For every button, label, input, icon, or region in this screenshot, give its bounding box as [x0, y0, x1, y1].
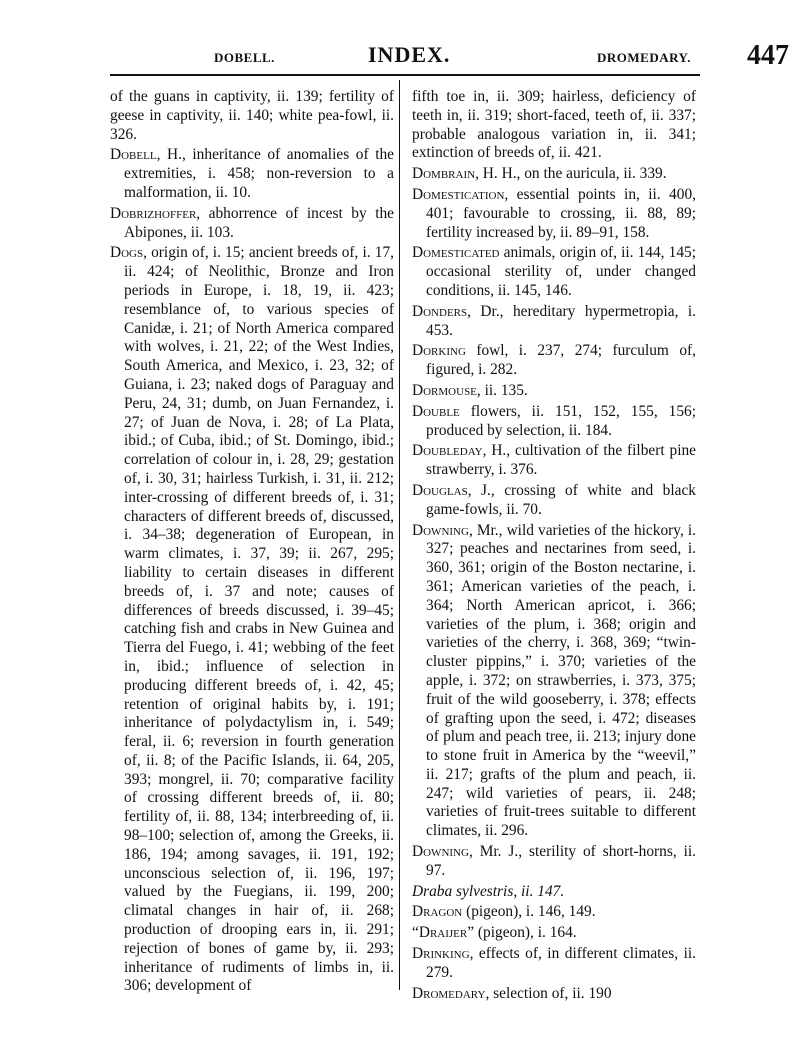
page-title: INDEX.: [368, 42, 451, 67]
entry-text: , selection of, ii. 190: [485, 984, 612, 1002]
entry-text: , essential points in, ii. 400, 401; favourable to crossing, ii. 88, 89; fertility increased by, ii. 89–91, 158.: [426, 185, 696, 241]
index-entry: [412, 903, 696, 922]
entry-text: fifth toe in, ii. 309; hairless, deficiency of teeth in, ii. 319; short-faced, teeth of, ii. 337; probable analogous variation in, ii. 341; extinction of breeds of, ii. 421.: [412, 88, 696, 162]
entry-headword: Dromedary: [412, 984, 486, 1002]
entry-headword: “Draijer”: [412, 924, 475, 942]
entry-headword: Donders: [412, 302, 468, 320]
entry-text: , H., cultivation of the filbert pine strawberry, i. 376.: [426, 442, 696, 479]
entry-text: flowers, ii. 151, 152, 155, 156; produced by selection, ii. 184.: [426, 402, 696, 439]
entry-headword: Dobrizhoffer: [110, 204, 197, 222]
entry-headword: Drinking: [412, 945, 470, 963]
entry-text: , Mr., wild varieties of the hickory, i. 327; peaches and nectarines from seed, i. 360, 361; origin of the Boston nectarine, i. 361; American varieties of the peach, i. 364; North American apricot, i. 366; varieties of the plum, i. 368; origin and varieties of the cherry, i. 368, 369; “twin-cluster pippins,” i. 370; varieties of the apple, i. 372; on strawberries, i. 373, 375; fruit of the wild gooseberry, i. 378; effects of grafting upon the seed, i. 472; diseases of plum and peach tree, ii. 213; injury done to stone fruit in America by the “weevil,” ii. 217; grafts of the plum and peach, ii. 247; wild varieties of pears, ii. 248; varieties of fruit-trees suitable to different climates, ii. 296.: [426, 521, 696, 840]
index-entry: [412, 442, 696, 480]
index-entry: [412, 244, 696, 300]
entry-text: (pigeon), i. 146, 149.: [462, 903, 596, 921]
entry-text: of the guans in captivity, ii. 139; fertility of geese in captivity, ii. 140; white pea-fowl, ii. 326.: [110, 88, 394, 143]
index-entry: [412, 382, 696, 401]
index-entry: [412, 843, 696, 881]
header-rule: [110, 74, 700, 76]
index-entry: [110, 244, 394, 996]
entry-headword: Dragon: [412, 903, 463, 921]
running-head: [100, 40, 789, 78]
entry-text: , effects of, in different climates, ii. 279.: [426, 945, 696, 981]
entry-text: animals, origin of, ii. 144, 145; occasional sterility of, under changed conditions, ii. 145, 146.: [426, 244, 696, 299]
entry-headword: Doubleday: [412, 442, 483, 460]
column-divider: [399, 80, 400, 990]
index-entry: [412, 88, 696, 163]
index-entry: [110, 146, 394, 202]
entry-text: , Mr. J., sterility of short-horns, ii. 97.: [426, 843, 696, 879]
index-entry: [412, 482, 696, 520]
entry-headword: Dorking: [412, 342, 466, 360]
entry-headword: Dogs: [110, 244, 144, 262]
left-column: [110, 88, 394, 998]
entry-text: , J., crossing of white and black game-fowls, ii. 70.: [426, 481, 696, 518]
entry-headword: Dobell: [110, 146, 157, 164]
entry-text: , H., inheritance of anomalies of the extremities, i. 458; non-reversion to a malformation, ii. 10.: [124, 146, 394, 201]
index-entry: [412, 945, 696, 983]
entry-headword: Dombrain: [412, 165, 476, 183]
index-entry: [412, 985, 696, 1004]
index-entry: [412, 924, 696, 943]
entry-headword: Downing: [412, 843, 469, 861]
entry-headword: Dormouse: [412, 381, 477, 399]
entry-headword: Domesticated: [412, 244, 500, 262]
page-number: 447: [747, 40, 789, 71]
index-entry: [412, 883, 696, 902]
entry-text: (pigeon), i. 164.: [474, 924, 577, 942]
entry-headword: Douglas: [412, 481, 468, 499]
entry-headword: Downing: [412, 521, 469, 539]
entry-text: , abhorrence of incest by the Abipones, ii. 103.: [124, 204, 394, 241]
right-guide-word: DROMEDARY.: [597, 50, 691, 65]
entry-text: Draba sylvestris, ii. 147.: [412, 882, 565, 900]
index-entry: [412, 403, 696, 441]
index-entry: [110, 205, 394, 243]
index-entry: [412, 303, 696, 341]
right-column: [412, 88, 696, 1005]
index-entry: [412, 522, 696, 842]
entry-text: fowl, i. 237, 274; furculum of, figured, i. 282.: [426, 342, 696, 379]
index-entry: [412, 165, 696, 184]
entry-text: , H. H., on the auricula, ii. 339.: [475, 165, 667, 183]
index-entry: [110, 88, 394, 144]
entry-headword: Domestication: [412, 185, 505, 203]
entry-text: , origin of, i. 15; ancient breeds of, i. 17, ii. 424; of Neolithic, Bronze and Iron periods in Europe, i. 18, 19, ii. 423; resemblance of, to various species of Canidæ, i. 21; of North America compared with wolves, i. 21, 22; of the West Indies, South America, and Mexico, i. 23, 32; of Guiana, i. 23; naked dogs of Paraguay and Peru, 24, 31; dumb, on Juan Fernandez, i. 27; of Juan de Nova, i. 28; of La Plata, ibid.; of Cuba, ibid.; of St. Domingo, ibid.; correlation of colour in, i. 28, 29; gestation of, i. 30, 31; hairless Turkish, i. 31, ii. 212; inter-crossing of different breeds of, i. 31; characters of different breeds of, discussed, i. 34–38; degeneration of European, in warm climates, i. 37, 39; ii. 267, 295; liability to certain diseases in different breeds of, i. 37 and note; causes of differences of breeds discussed, i. 39–45; catching fish and crabs in New Guinea and Tierra del Fuego, i. 41; webbing of the feet in, ibid.; influence of selection in producing different breeds of, i. 42, 45; retention of original habits by, i. 191; inheritance of polydactylism in, i. 549; feral, ii. 6; reversion in fourth generation of, ii. 8; of the Pacific Islands, ii. 64, 205, 393; mongrel, ii. 70; comparative facility of crossing different breeds of, ii. 80; fertility of, ii. 88, 134; interbreeding of, ii. 98–100; selection of, among the Greeks, ii. 186, 194; among savages, ii. 191, 192; unconscious selection of, ii. 196, 197; valued by the Fuegians, ii. 199, 200; climatal changes in hair of, ii. 268; production of drooping ears in, ii. 291; rejection of bones of game by, ii. 293; inheritance of rudiments of limbs in, ii. 306; development of: [124, 244, 394, 995]
index-entry: [412, 186, 696, 242]
left-guide-word: DOBELL.: [214, 50, 275, 65]
entry-text: , ii. 135.: [476, 381, 528, 399]
index-entry: [412, 342, 696, 380]
entry-headword: Double: [412, 402, 460, 420]
entry-text: , Dr., hereditary hypermetropia, i. 453.: [426, 302, 696, 339]
